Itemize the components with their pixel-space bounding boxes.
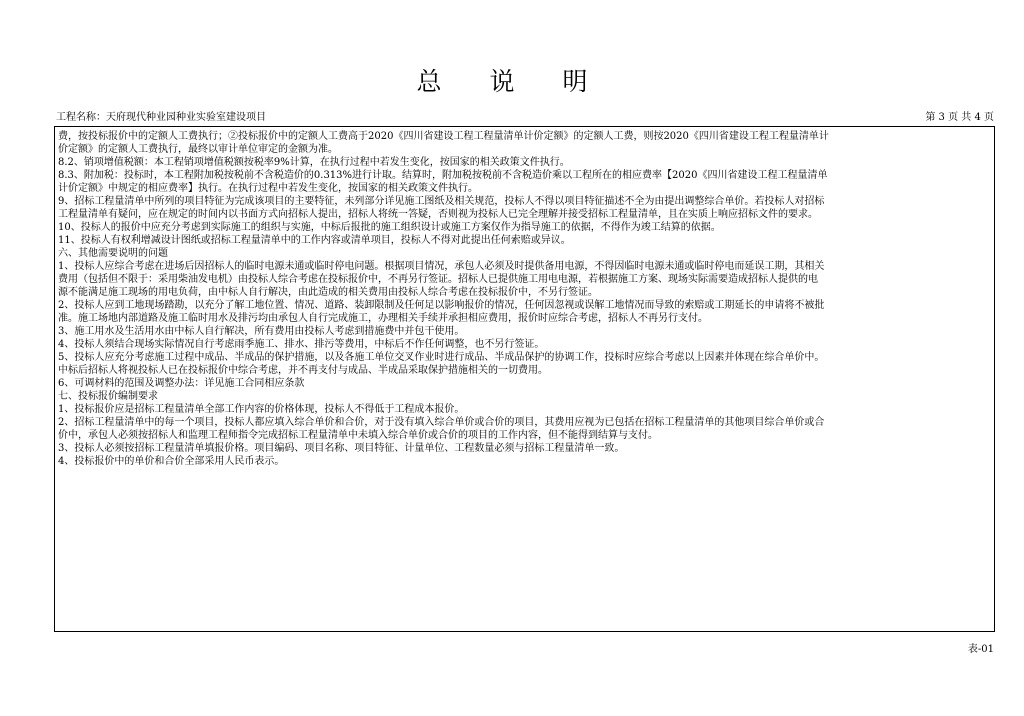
project-name: 工程名称：天府现代种业园种业实验室建设项目 — [56, 112, 266, 123]
text-line: 费，按投标报价中的定额人工费执行；②投标报价中的定额人工费高于2020《四川省建设工程工程量清单计价定额》的定额人工费，则按2020《四川省建设工程工程量清单计 — [58, 131, 829, 142]
text-line: 6、可调材料的范围及调整办法：详见施工合同相应条款 — [58, 378, 305, 389]
text-line: 2、投标人应到工地现场踏勘，以充分了解工地位置、情况、道路、装卸限制及任何足以影响报价的情况，任何因忽视或误解工地情况而导致的索赔或工期延长的申请将不被批 — [58, 300, 825, 311]
text-line: 10、投标人的报价中应充分考虑到实际施工的组织与实施，中标后报批的施工组织设计或施工方案仅作为指导施工的依据，不得作为竣工结算的依据。 — [58, 222, 721, 233]
text-line: 计价定额》中规定的相应费率】执行。在执行过程中若发生变化，按国家的相关政策文件执行。 — [58, 183, 478, 194]
text-line: 11、投标人有权利增减设计图纸或招标工程量清单中的工作内容或清单项目，投标人不得对此提出任何索赔或异议。 — [58, 235, 571, 246]
text-line: 费用（包括但不限于：采用柴油发电机）由投标人综合考虑在投标报价中，不再另行签证。招标人已提供施工用电电源，若根据施工方案、现场实际需要造成招标人提供的电 — [58, 274, 818, 285]
text-line: 4、投标报价中的单价和合价全部采用人民币表示。 — [58, 456, 285, 467]
text-line: 9、招标工程量清单中所列的项目特征为完成该项目的主要特征，未列部分详见施工图纸及相关规范，投标人不得以项目特征描述不全为由提出调整综合单价。若投标人对招标 — [58, 196, 825, 207]
text-line: 六、其他需要说明的问题 — [58, 248, 168, 259]
text-line: 准。施工场地内部道路及施工临时用水及排污均由承包人自行完成施工，办理相关手续并承担相应费用，报价时应综合考虑，招标人不再另行支付。 — [58, 313, 708, 324]
text-line: 4、投标人须结合现场实际情况自行考虑雨季施工、排水、排污等费用，中标后不作任何调整，也不另行签证。 — [58, 339, 545, 350]
page-title: 总 说 明 — [416, 67, 608, 96]
text-line: 5、投标人应充分考虑施工过程中成品、半成品的保护措施，以及各施工单位交叉作业时进行成品、半成品保护的协调工作，投标时应综合考虑以上因素并体现在综合单价中。 — [58, 352, 825, 363]
form-code: 表-01 — [967, 644, 994, 655]
text-line: 七、投标报价编制要求 — [58, 391, 158, 402]
text-line: 工程量清单有疑问，应在规定的时间内以书面方式向招标人提出，招标人将统一答疑，否则视为投标人已完全理解并接受招标工程量清单，且在实质上响应招标文件的要求。 — [58, 209, 818, 220]
text-line: 2、招标工程量清单中的每一个项目，投标人都应填入综合单价和合价，对于没有填入综合单价或合价的项目，其费用应视为已包括在招标工程量清单的其他项目综合单价或合 — [58, 417, 825, 428]
text-line: 8.3、附加税：投标时，本工程附加税按税前不含税造价的0.313%进行计取。结算时，附加税按税前不含税造价乘以工程所在的相应费率【2020《四川省建设工程工程量清单 — [58, 170, 828, 181]
content-text — [58, 130, 991, 468]
text-line: 3、投标人必须按招标工程量清单填报价格。项目编码、项目名称、项目特征、计量单位、工程数量必须与招标工程量清单一致。 — [58, 443, 625, 454]
text-line: 价中，承包人必须按招标人和监理工程师指令完成招标工程量清单中未填入综合单价或合价的项目的工作内容，但不能得到结算与支付。 — [58, 430, 658, 441]
text-line: 中标后招标人将视投标人已在投标报价中综合考虑，并不再支付与成品、半成品采取保护措施相关的一切费用。 — [58, 365, 548, 376]
text-line: 1、投标报价应是招标工程量清单全部工作内容的价格体现，投标人不得低于工程成本报价。 — [58, 404, 465, 415]
text-line: 8.2、销项增值税额：本工程销项增值税额按税率9%计算，在执行过程中若发生变化，按国家的相关政策文件执行。 — [58, 157, 570, 168]
text-line: 源不能满足施工现场的用电负荷，由中标人自行解决，由此造成的相关费用由投标人综合考虑在投标报价中，不另行签证。 — [58, 287, 598, 298]
page-number: 第 3 页 共 4 页 — [925, 112, 994, 123]
text-line: 3、施工用水及生活用水由中标人自行解决，所有费用由投标人考虑到措施费中并包干使用。 — [58, 326, 465, 337]
text-line: 价定额》的定额人工费执行，最终以审计单位审定的金额为准。 — [58, 144, 338, 155]
text-line: 1、投标人应综合考虑在进场后因招标人的临时电源未通或临时停电问题。根据项目情况，承包人必须及时提供备用电源，不得因临时电源未通或临时停电而延误工期，其相关 — [58, 261, 825, 272]
